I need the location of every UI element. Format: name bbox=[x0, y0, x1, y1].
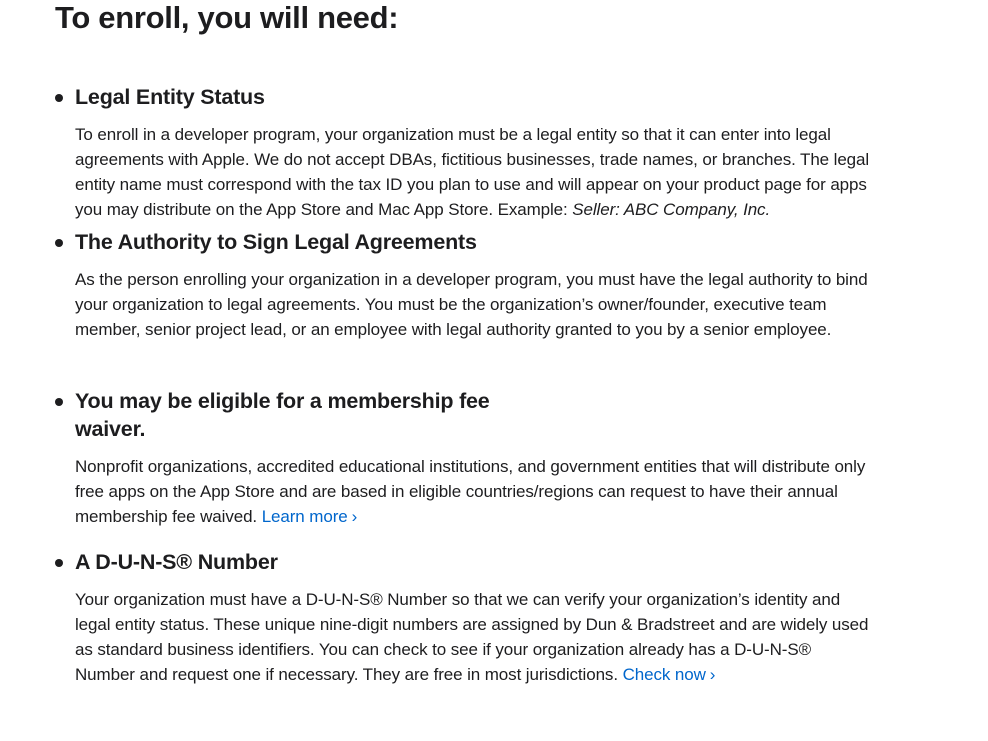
page-title: To enroll, you will need: bbox=[55, 0, 399, 35]
bullet-icon bbox=[55, 559, 63, 567]
requirement-body bbox=[75, 267, 870, 342]
requirement-signing-authority bbox=[55, 228, 870, 387]
requirement-body-text: To enroll in a developer program, your organization must be a legal entity so that it can enter into legal agreements with Apple. We do not accept DBAs, fictitious businesses, trade names, or branches. The legal entity name must correspond with the tax ID you plan to use and will appear on your product page for apps you may distribute on the App Store and Mac App Store. Example: bbox=[75, 125, 870, 219]
requirement-heading: A D-U-N-S® Number bbox=[75, 550, 278, 574]
example-seller-name: Seller: ABC Company, Inc. bbox=[572, 200, 771, 219]
requirement-body-text: Nonprofit organizations, accredited educational institutions, and government entities that will distribute only free apps on the App Store and are based in eligible countries/regions can request to have their annual membership fee waived. bbox=[75, 457, 866, 526]
learn-more-link-label: Learn more bbox=[261, 507, 348, 526]
requirement-heading: Legal Entity Status bbox=[75, 85, 265, 109]
requirement-heading: You may be eligible for a membership fee waiver. bbox=[75, 389, 490, 441]
requirement-heading: The Authority to Sign Legal Agreements bbox=[75, 230, 477, 254]
requirement-body bbox=[75, 122, 870, 222]
bullet-icon bbox=[55, 239, 63, 247]
requirement-fee-waiver bbox=[55, 387, 870, 548]
requirement-duns-number bbox=[55, 548, 870, 688]
requirement-body-text: As the person enrolling your organization in a developer program, you must have the legal authority to bind your organization to legal agreements. You must be the organization’s owner/founder, executive team member, senior project lead, or an employee with legal authority granted to you by a senior employee. bbox=[75, 270, 868, 339]
check-now-link-label: Check now bbox=[622, 665, 706, 684]
learn-more-link[interactable] bbox=[262, 507, 358, 526]
requirement-body bbox=[75, 454, 870, 529]
requirement-legal-entity-status bbox=[55, 83, 870, 228]
check-now-link[interactable] bbox=[623, 665, 716, 684]
bullet-icon bbox=[55, 94, 63, 102]
chevron-right-icon: › bbox=[351, 507, 358, 526]
bullet-icon bbox=[55, 398, 63, 406]
requirement-body bbox=[75, 587, 870, 687]
requirement-body-text: Your organization must have a D-U-N-S® Number so that we can verify your organization’s identity and legal entity status. These unique nine-digit numbers are assigned by Dun & Bradstreet and are widely used as standard business identifiers. You can check to see if your organization already has a D-U-N-S® Number and request one if necessary. They are free in most jurisdictions. bbox=[75, 590, 869, 684]
requirements-list bbox=[55, 83, 870, 688]
chevron-right-icon: › bbox=[709, 665, 716, 684]
